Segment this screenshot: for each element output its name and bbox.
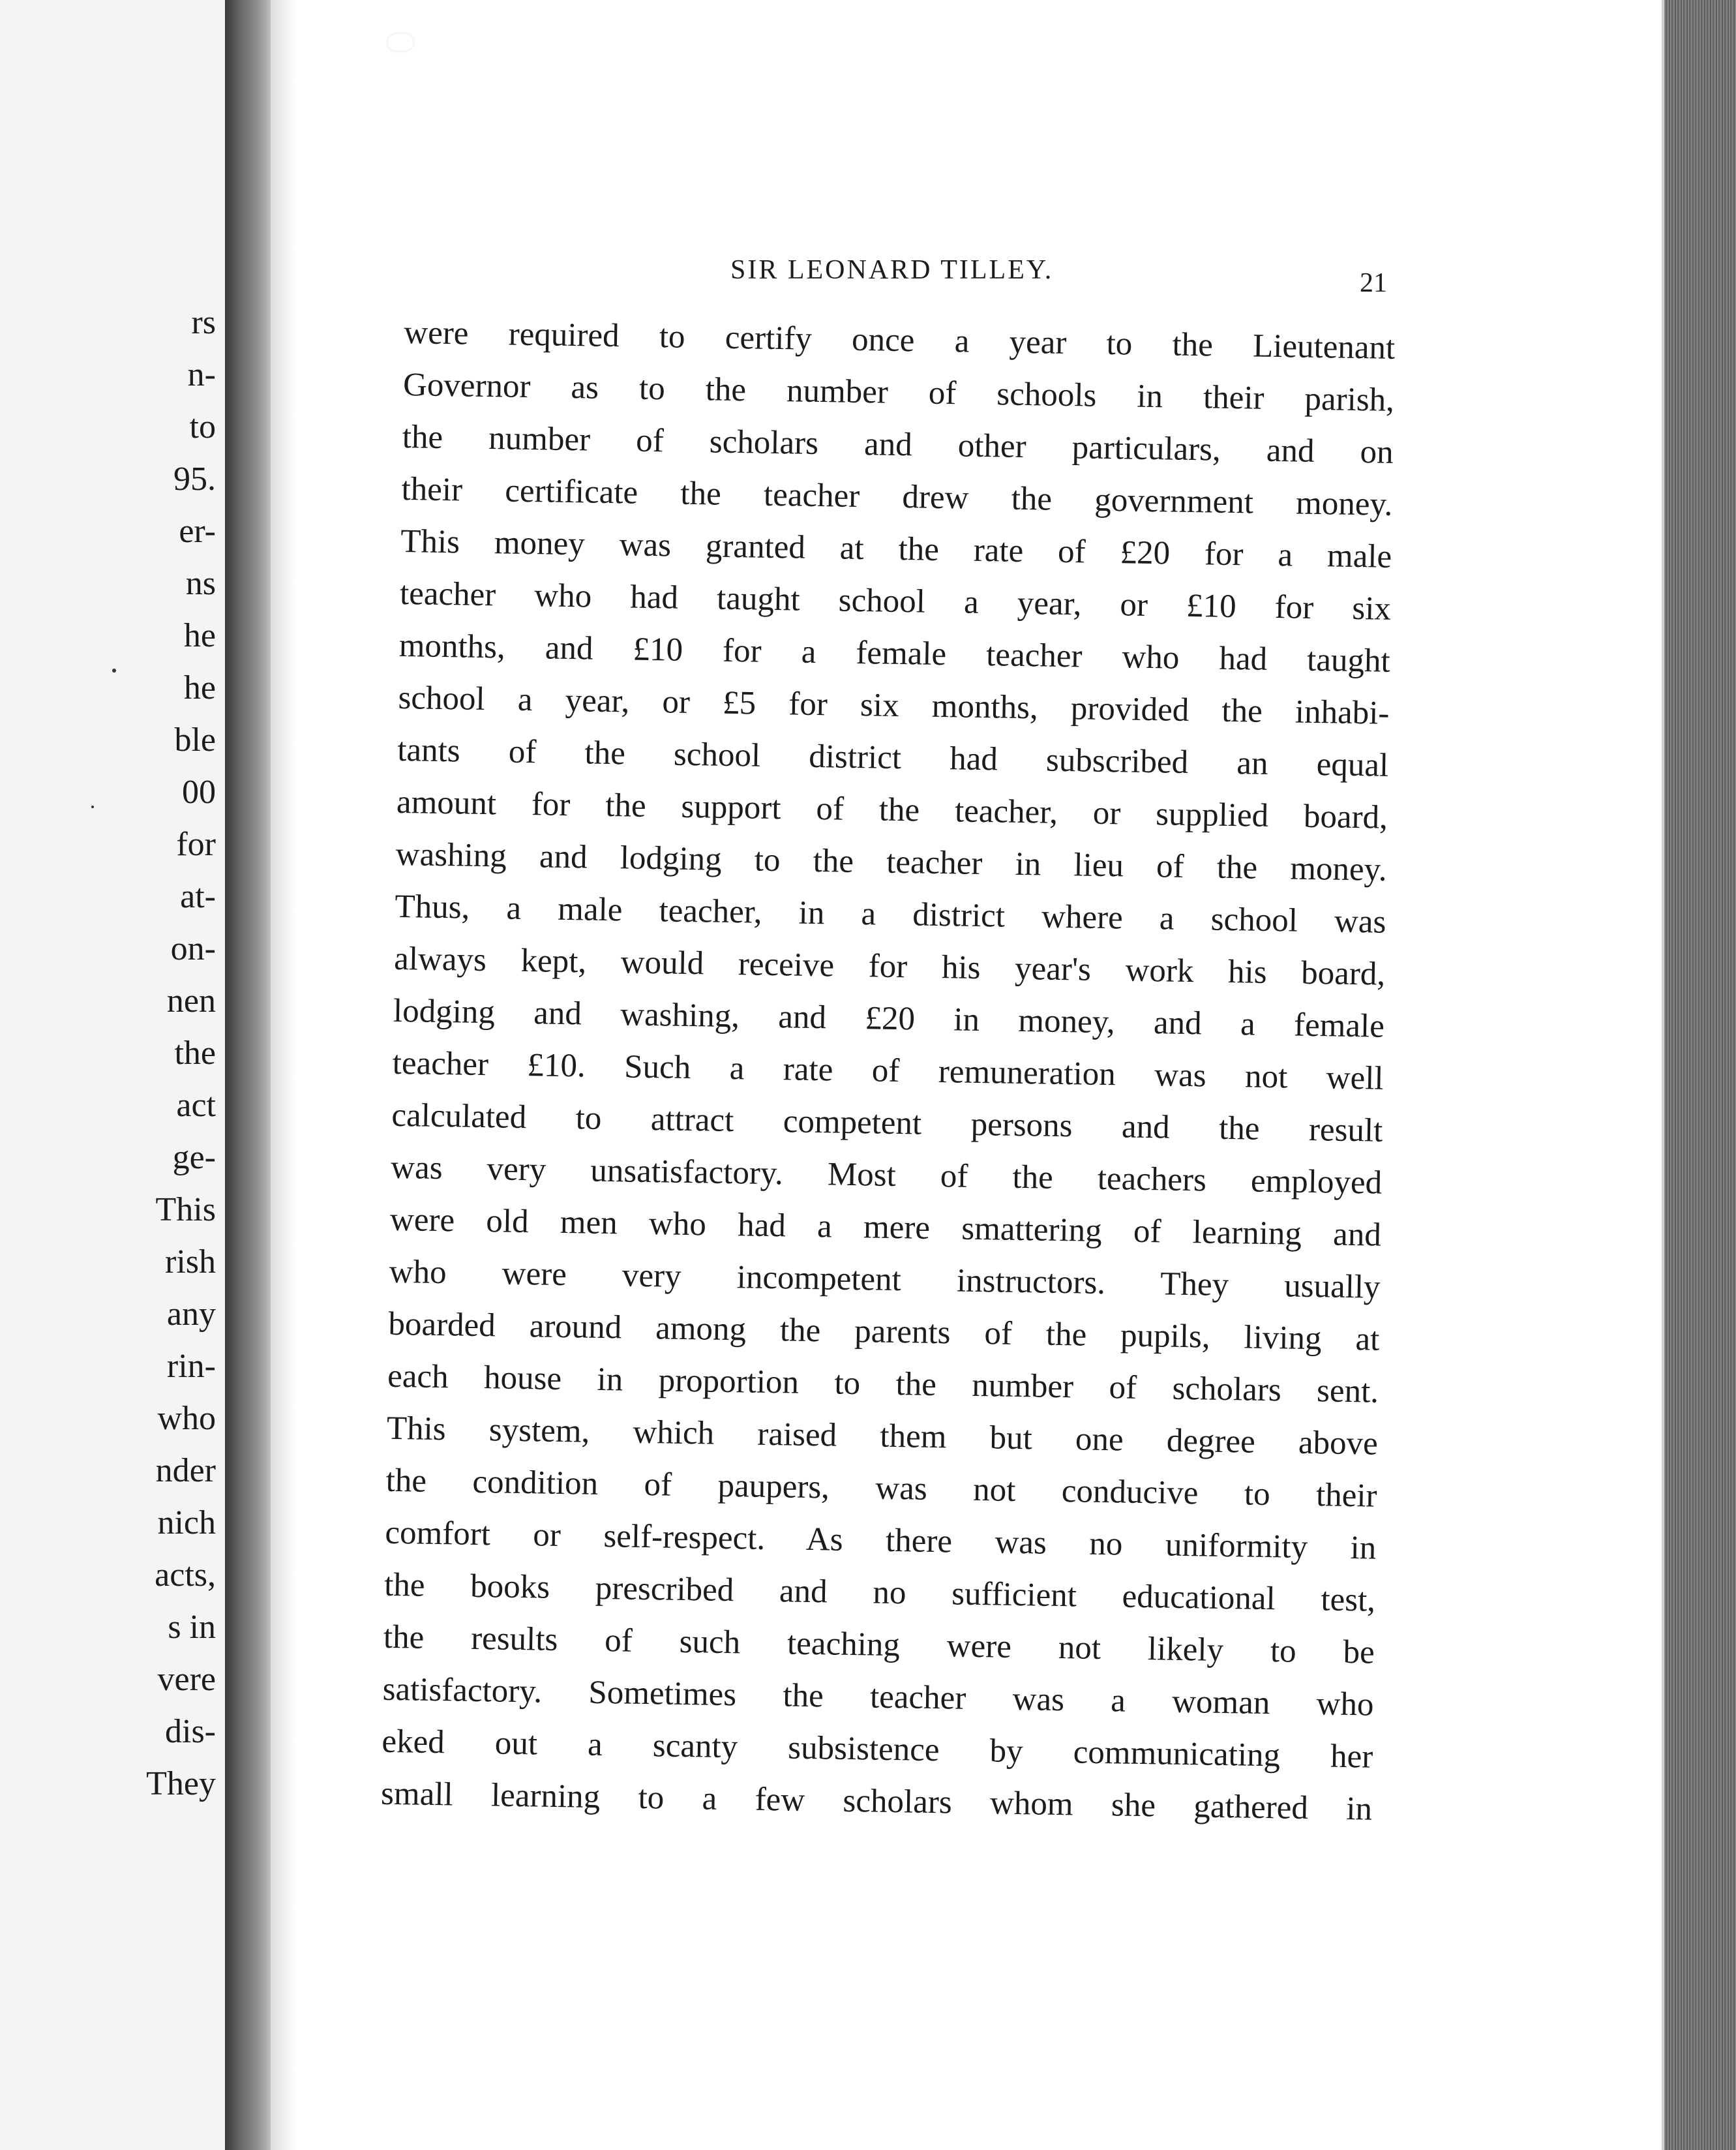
text-line: washing and lodging to the teacher in lieu of the money. — [395, 836, 1388, 888]
facing-line: who — [157, 1400, 216, 1437]
text-line: satisfactory. Sometimes the teacher was a woman who — [382, 1671, 1374, 1723]
facing-line: nder — [155, 1452, 216, 1489]
text-line: always kept, would receive for his year's work his board, — [393, 940, 1386, 993]
gutter-fade — [271, 0, 297, 2150]
facing-line: he — [183, 669, 216, 706]
facing-line: on- — [170, 930, 216, 967]
facing-line: ge- — [172, 1139, 216, 1176]
text-line: amount for the support of the teacher, or supplied board, — [396, 783, 1388, 836]
text-line: eked out a scanty subsistence by communicating her — [382, 1723, 1373, 1776]
text-line: This money was granted at the rate of £20 for a male — [400, 522, 1392, 575]
text-line: were required to certify once a year to the Lieutenant — [403, 314, 1396, 367]
text-line: teacher £10. Such a rate of remuneration was not well — [392, 1044, 1384, 1097]
text-line: the books prescribed and no sufficient educational test, — [383, 1566, 1376, 1619]
text-line: boarded around among the parents of the pupils, living at — [388, 1305, 1380, 1358]
text-line: each house in proportion to the number of scholars sent. — [387, 1357, 1379, 1410]
facing-line: rs — [191, 304, 216, 341]
facing-line: for — [176, 826, 216, 863]
facing-line: the — [174, 1035, 216, 1072]
text-line: the condition of paupers, was not conducive to their — [385, 1462, 1377, 1515]
facing-line: rish — [165, 1243, 216, 1280]
text-line: Governor as to the number of schools in their parish, — [402, 366, 1395, 419]
facing-line: This — [155, 1191, 216, 1228]
text-line: the number of scholars and other particulars, and on — [402, 418, 1394, 471]
facing-line: nich — [157, 1504, 216, 1541]
facing-page-text — [146, 297, 216, 1810]
facing-line: er- — [179, 513, 216, 550]
text-line: who were very incompetent instructors. They usually — [389, 1253, 1381, 1306]
facing-line: nen — [166, 982, 216, 1020]
facing-line: s in — [168, 1609, 216, 1646]
text-line: comfort or self-respect. As there was no uniformity in — [385, 1514, 1377, 1567]
text-line: school a year, or £5 for six months, provided the inhabi- — [398, 679, 1390, 732]
facing-line: acts, — [155, 1556, 216, 1594]
text-line: small learning to a few scholars whom she gathered in — [380, 1775, 1373, 1828]
facing-line: They — [146, 1765, 216, 1802]
facing-line: vere — [157, 1661, 216, 1698]
facing-line: act — [176, 1087, 216, 1124]
facing-page — [0, 0, 225, 2150]
text-line: were old men who had a mere smattering of learning and — [389, 1201, 1382, 1254]
scan-dot — [112, 669, 116, 673]
text-line: months, and £10 for a female teacher who had taught — [398, 627, 1391, 680]
book-gutter-shadow — [225, 0, 271, 2150]
text-line: was very unsatisfactory. Most of the teachers employed — [390, 1149, 1383, 1202]
text-line: teacher who had taught school a year, or £10 for six — [399, 575, 1392, 628]
facing-line: he — [183, 617, 216, 654]
text-line: the results of such teaching were not likely to be — [383, 1618, 1375, 1671]
facing-line: dis- — [165, 1713, 216, 1750]
facing-line: 95. — [173, 461, 216, 498]
facing-line: any — [166, 1295, 216, 1333]
facing-line: to — [189, 408, 216, 446]
facing-line: ble — [174, 721, 216, 759]
facing-line: rin- — [166, 1348, 216, 1385]
text-line: their certificate the teacher drew the government money. — [401, 470, 1393, 523]
text-line: tants of the school district had subscribed an equal — [397, 731, 1389, 784]
facing-line: 00 — [182, 774, 216, 811]
text-line: lodging and washing, and £20 in money, and a female — [393, 992, 1385, 1045]
running-head: SIR LEONARD TILLEY. — [730, 255, 1054, 285]
text-line: calculated to attract competent persons and the result — [391, 1097, 1383, 1149]
page-number: 21 — [1360, 268, 1387, 298]
text-line: Thus, a male teacher, in a district where a school was — [395, 888, 1386, 941]
text-line: This system, which raised them but one degree above — [386, 1410, 1379, 1462]
stacked-page-edge — [1664, 0, 1736, 2150]
scan-dot — [91, 806, 94, 808]
facing-line: at- — [180, 878, 216, 915]
scan-speck — [388, 34, 413, 51]
facing-line: n- — [187, 356, 216, 393]
facing-line: ns — [185, 565, 216, 602]
page-body-text — [381, 307, 1396, 1836]
